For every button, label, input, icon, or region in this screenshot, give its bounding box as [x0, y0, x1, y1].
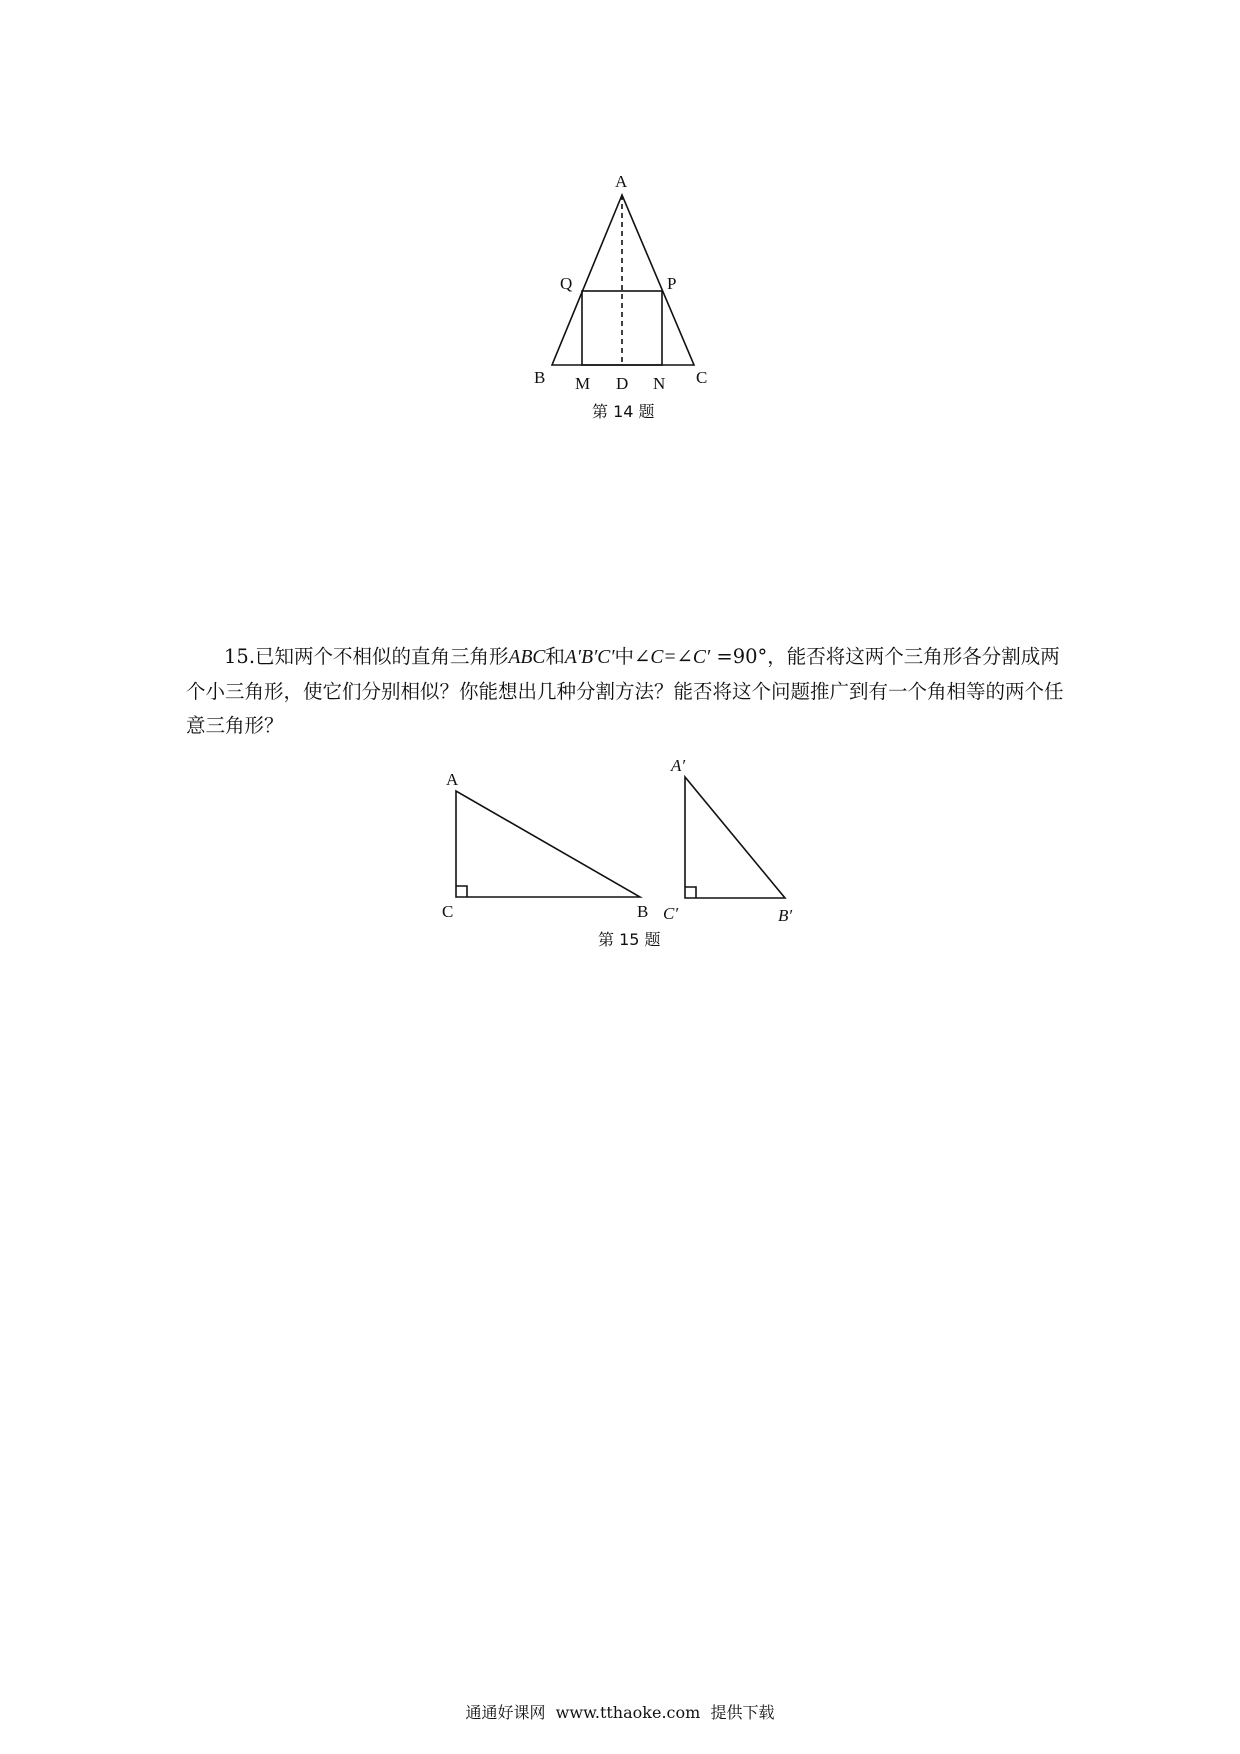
triangle-abc-label: ABC: [508, 647, 546, 668]
label-c: C: [442, 902, 454, 921]
label-m: M: [575, 374, 591, 393]
label-b: B: [534, 368, 546, 387]
page-footer: 通通好课网 www.tthaoke.com 提供下载: [465, 1703, 775, 1722]
label-c: C: [696, 368, 708, 387]
triangle-abc-prime-label: A′B′C′: [564, 647, 615, 668]
label-q: Q: [560, 274, 573, 293]
figure-15: [430, 755, 830, 955]
right-triangle-abc-prime: [685, 777, 785, 898]
problem-text-4: =90°，能否将这两个三角形各分割成两个小三角形，使它们分别相似？你能想出几种分割方法？能否将这个问题推广到有一个角相等的两个任意三角形？: [186, 645, 1064, 737]
label-a: A: [446, 770, 459, 789]
label-n: N: [653, 374, 666, 393]
angle-equation: ∠C=∠C′: [634, 647, 711, 668]
label-a-prime: A′: [671, 756, 686, 775]
label-d: D: [616, 374, 629, 393]
rectangle-mnpq: [582, 291, 662, 365]
right-triangle-abc: [456, 791, 640, 897]
label-a: A: [615, 172, 628, 191]
problem-text-2: 和: [545, 645, 565, 668]
right-angle-mark-c-prime: [685, 887, 696, 898]
figure-15-caption: 第 15 题: [598, 930, 661, 949]
figure-14-caption: 第 14 题: [592, 402, 655, 421]
label-b-prime: B′: [778, 906, 793, 925]
problem-number: 15.: [224, 645, 256, 668]
label-c-prime: C′: [663, 904, 679, 923]
problem-text-1: 已知两个不相似的直角三角形: [255, 645, 509, 668]
problem-text-3: 中: [614, 645, 635, 668]
figure-14: [520, 165, 720, 430]
problem-15: [186, 640, 1066, 743]
label-b: B: [637, 902, 649, 921]
label-p: P: [667, 274, 677, 293]
right-angle-mark-c: [456, 886, 467, 897]
